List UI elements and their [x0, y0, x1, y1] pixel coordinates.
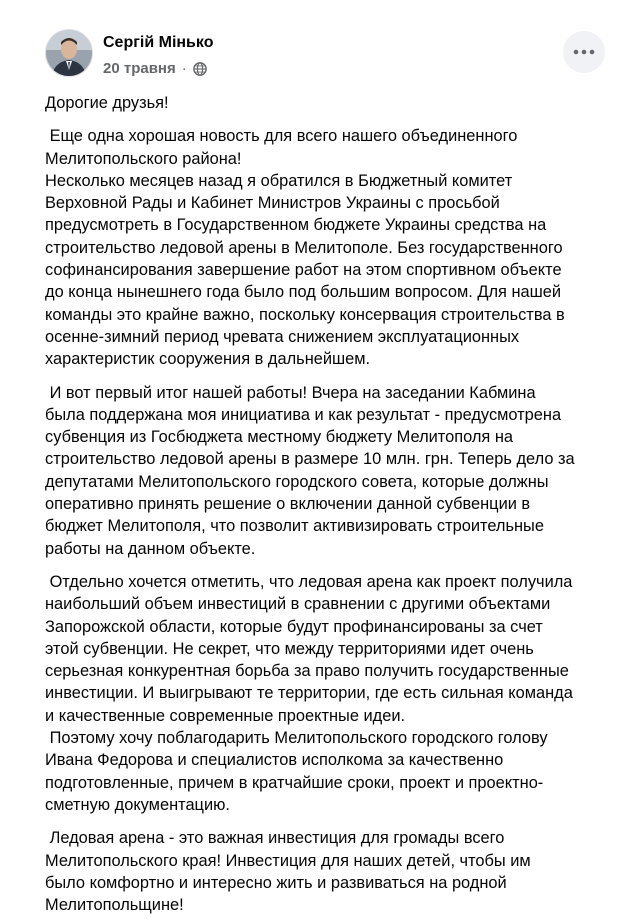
text-line: наибольший объем инвестиций в сравнении с другими объектами — [45, 595, 551, 614]
text-line: Мелитопольщине! — [45, 896, 184, 915]
text-line: софинансирования завершение работ на этом спортивном объекте — [45, 261, 562, 280]
text-line: до конца нынешнего года было под большим вопросом. Для нашей — [45, 283, 562, 302]
text-line: Еще одна хорошая новость для всего нашего объединенного — [45, 127, 518, 146]
post-paragraph — [45, 382, 615, 560]
avatar[interactable] — [45, 29, 93, 77]
paragraph-gap — [45, 371, 615, 382]
text-line: строительство ледовой арены в размере 10 млн. грн. Теперь дело за — [45, 450, 575, 469]
text-line: оперативно принять решение о включении данной субвенции в — [45, 495, 531, 514]
text-line: Ледовая арена - это важная инвестиция для громады всего — [45, 829, 505, 848]
text-line: Мелитопольского района! — [45, 149, 242, 168]
paragraph-gap — [45, 114, 615, 125]
text-line: серьезная конкурентная борьба за право получить государственные — [45, 662, 569, 681]
post-meta — [103, 60, 207, 77]
text-line: И вот первый итог нашей работы! Вчера на заседании Кабмина — [45, 383, 536, 402]
text-line: Верховной Рады и Кабинет Министров Украины с просьбой — [45, 194, 500, 213]
text-line: Ивана Федорова и специалистов исполкома за качественно — [45, 751, 504, 770]
author-name[interactable]: Сергій Мінько — [103, 34, 214, 51]
text-line: Запорожской области, которые будут профинансированы за счет — [45, 617, 543, 636]
text-line: работы на данном объекте. — [45, 539, 256, 558]
text-line: Несколько месяцев назад я обратился в Бюджетный комитет — [45, 171, 513, 190]
text-line: Мелитопольского края! Инвестиция для наших детей, чтобы им — [45, 851, 531, 870]
text-line: депутатами Мелитопольского городского совета, которые должны — [45, 472, 549, 491]
post-text — [45, 92, 615, 916]
post-header — [45, 29, 615, 81]
text-line: Поэтому хочу поблагодарить Мелитопольского городского голову — [45, 729, 548, 748]
text-line: Дорогие друзья! — [45, 94, 169, 112]
text-line: команды это крайне важно, поскольку консервация строительства в — [45, 305, 565, 324]
post-paragraph — [45, 571, 615, 816]
paragraph-gap — [45, 560, 615, 571]
more-options-button[interactable] — [563, 31, 605, 73]
globe-icon — [193, 62, 207, 76]
text-line: инвестиции. И выигрывают те территории, где есть сильная команда — [45, 684, 573, 703]
paragraph-gap — [45, 816, 615, 827]
text-line: предусмотреть в Государственном бюджете Украины средства на — [45, 216, 547, 235]
post-paragraph — [45, 827, 615, 916]
text-line: субвенция из Госбюджета местному бюджету Мелитополя на — [45, 428, 514, 447]
text-line: этой субвенции. Не секрет, что между территориями идет очень — [45, 639, 534, 658]
text-line: бюджет Мелитополя, что позволит активизировать строительные — [45, 517, 544, 536]
text-line: строительство ледовой арены в Мелитополе. Без государственного — [45, 238, 563, 257]
text-line: осенне-зимний период чревата снижением эксплуатационных — [45, 327, 520, 346]
text-line: Отдельно хочется отметить, что ледовая арена как проект получила — [45, 572, 573, 591]
text-line: характеристик сооружения в дальнейшем. — [45, 350, 371, 369]
text-line: подготовленные, причем в кратчайшие сроки, проект и проектно- — [45, 773, 544, 792]
text-line: и качественные современные проектные идеи. — [45, 706, 406, 725]
meta-separator: · — [181, 60, 187, 77]
post-paragraph — [45, 92, 615, 114]
text-line: была поддержана моя инициатива и как результат - предусмотрена — [45, 405, 562, 424]
post-paragraph — [45, 125, 615, 370]
avatar-photo — [46, 30, 92, 76]
text-line: сметную документацию. — [45, 795, 230, 814]
more-horizontal-icon — [573, 49, 595, 55]
text-line: было комфортно и интересно жить и развиваться на родной — [45, 873, 507, 892]
post-date[interactable]: 20 травня — [103, 60, 176, 77]
